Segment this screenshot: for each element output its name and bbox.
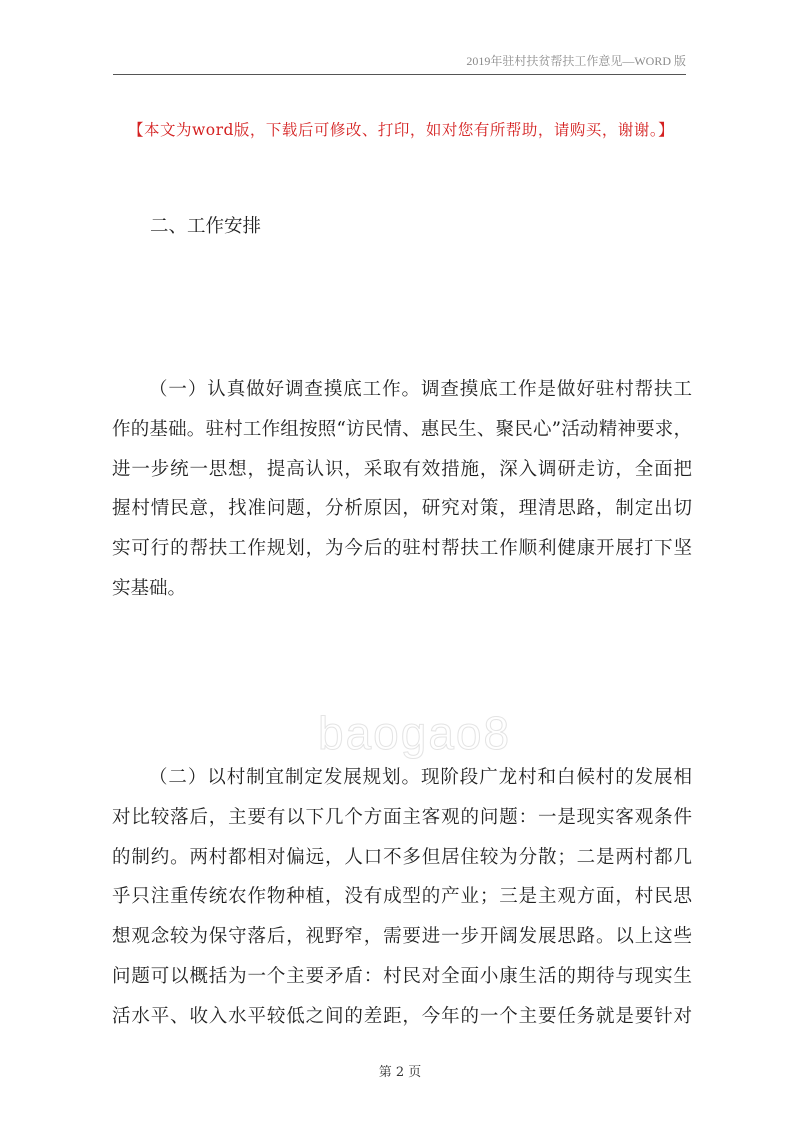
paragraph-line: 的制约。两村都相对偏远，人口不多但居住较为分散；二是两村都几: [112, 846, 692, 868]
paragraph-line: 乎只注重传统农作物种植，没有成型的产业；三是主观方面，村民思: [112, 886, 692, 908]
header-title: 2019年驻村扶贫帮扶工作意见—WORD 版: [466, 54, 686, 68]
paragraph-planning: [112, 758, 692, 1037]
paragraph-line: 进一步统一思想，提高认识，采取有效措施，深入调研走访，全面把: [112, 458, 692, 480]
section-title: 二、工作安排: [150, 216, 262, 237]
paragraph-line: （二）以村制宜制定发展规划。现阶段广龙村和白候村的发展相: [149, 767, 692, 788]
paragraph-line: 实可行的帮扶工作规划，为今后的驻村帮扶工作顺利健康开展打下坚: [112, 538, 692, 560]
purchase-notice: 【本文为word版，下载后可修改、打印，如对您有所帮助，请购买，谢谢。】: [128, 121, 675, 139]
paragraph-survey: [112, 370, 692, 609]
page-number: 第 2 页: [378, 1065, 422, 1080]
paragraph-line: 问题可以概括为一个主要矛盾：村民对全面小康生活的期待与现实生: [112, 965, 692, 987]
paragraph-line: 实基础。: [112, 577, 187, 599]
paragraph-line: （一）认真做好调查摸底工作。调查摸底工作是做好驻村帮扶工: [149, 379, 692, 400]
paragraph-line: 握村情民意，找准问题，分析原因，研究对策，理清思路，制定出切: [112, 498, 692, 520]
watermark: baogao8: [318, 707, 512, 759]
header-divider: [113, 74, 686, 75]
paragraph-line: 作的基础。驻村工作组按照“访民情、惠民生、聚民心”活动精神要求，: [112, 418, 692, 440]
paragraph-line: 对比较落后，主要有以下几个方面主客观的问题：一是现实客观条件: [112, 806, 692, 828]
paragraph-line: 活水平、收入水平较低之间的差距，今年的一个主要任务就是要针对: [112, 1005, 692, 1027]
paragraph-line: 想观念较为保守落后，视野窄，需要进一步开阔发展思路。以上这些: [112, 926, 692, 948]
